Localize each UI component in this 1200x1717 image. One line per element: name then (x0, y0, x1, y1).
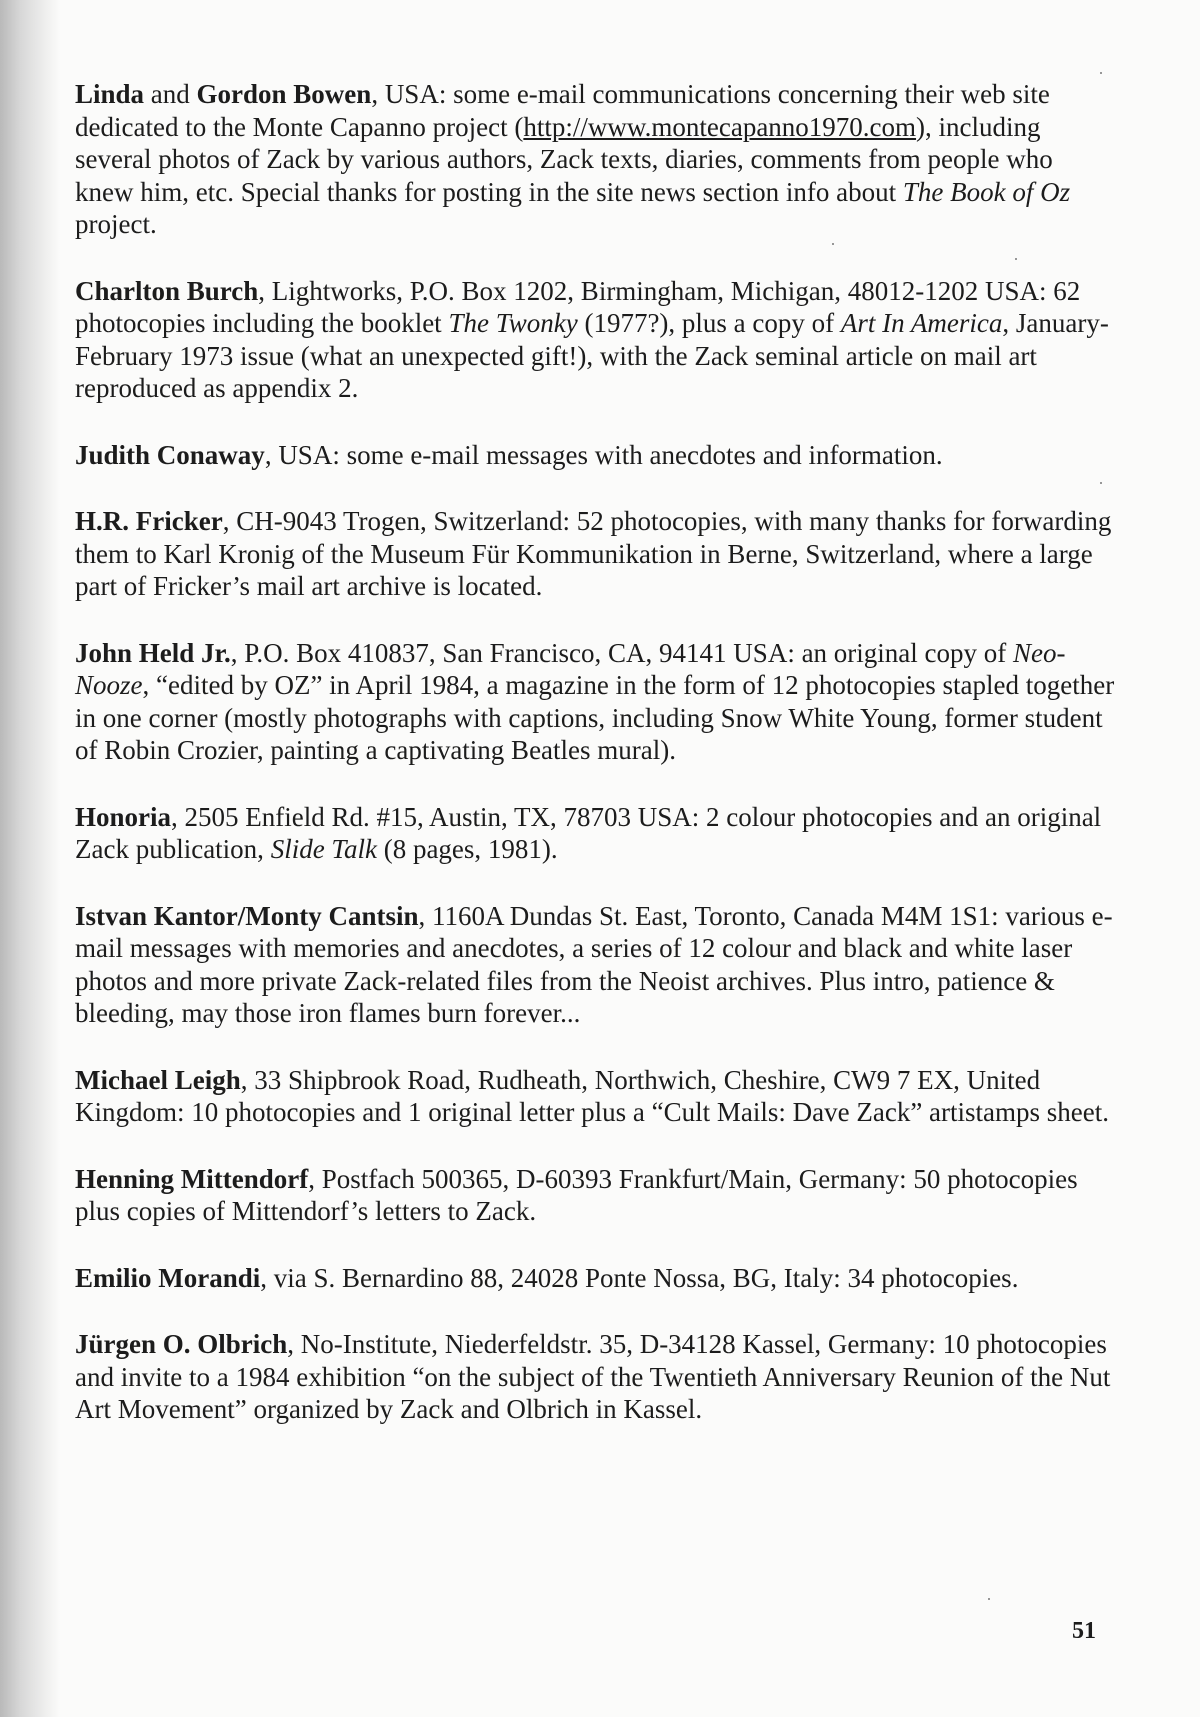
entry-text: , via S. Bernardino 88, 24028 Ponte Nossa, BG, Italy: 34 photocopies. (260, 1262, 1019, 1293)
acknowledgements-list (75, 78, 1115, 1460)
entry-text: (1977?), plus a copy of (577, 308, 841, 338)
scan-speck (988, 1598, 990, 1600)
page-number: 51 (1072, 1618, 1096, 1644)
website-link[interactable]: http://www.montecapanno1970.com (523, 111, 917, 142)
scan-speck (1100, 72, 1102, 74)
entry-name: Charlton Burch (75, 275, 259, 306)
entry-text: (8 pages, 1981). (376, 834, 558, 864)
entry-title: Art In America (840, 308, 1003, 338)
entry-olbrich (75, 1328, 1115, 1426)
entry-title: The Book of Oz (902, 176, 1071, 207)
entry-text: , USA: some e-mail messages with anecdotes and information. (264, 439, 943, 470)
entry-conaway (75, 439, 1115, 472)
page-edge-shadow (0, 0, 60, 1717)
entry-held (75, 637, 1115, 767)
entry-name: Honoria (75, 801, 172, 832)
entry-name: H.R. Fricker (75, 506, 223, 536)
entry-text: ), including several photos of Zack by various authors, Zack texts, diaries, comments from people who knew him, etc. Special thanks for posting in the site news section info about (75, 111, 1053, 207)
entry-title: The Twonky (448, 308, 578, 338)
entry-text: , Postfach 500365, D-60393 Frankfurt/Main, Germany: 50 photocopies plus copies of Mittendorf’s letters to Zack. (75, 1163, 1078, 1226)
entry-name: Jürgen O. Olbrich (75, 1329, 288, 1359)
entry-text: , CH-9043 Trogen, Switzerland: 52 photocopies, with many thanks for forwarding them to Karl Kronig of the Museum Für Kommunikation in Berne, Switzerland, where a large part of Fricker’s mail art archive is located. (75, 506, 1112, 601)
entry-name: Gordon Bowen (196, 79, 372, 109)
entry-title: Slide Talk (270, 834, 377, 864)
entry-text: , 1160A Dundas St. East, Toronto, Canada M4M 1S1: various e-mail messages with memories and anecdotes, a series of 12 colour and black and white laser photos and more private Zack-related files from the Neoist archives. Plus intro, patience & bleeding, may those iron flames burn forever... (75, 900, 1113, 1028)
entry-text: , January-February 1973 issue (what an unexpected gift!), with the Zack seminal article on mail art reproduced as appendix 2. (75, 308, 1109, 403)
entry-name: Istvan Kantor/Monty Cantsin (75, 900, 419, 931)
scan-speck (1015, 258, 1017, 260)
entry-name: Henning Mittendorf (75, 1163, 309, 1194)
entry-morandi (75, 1262, 1115, 1295)
entry-honoria (75, 801, 1115, 866)
entry-kantor (75, 900, 1115, 1030)
entry-leigh (75, 1064, 1115, 1129)
entry-name: Emilio Morandi (75, 1262, 261, 1293)
entry-text: project. (75, 209, 157, 239)
entry-name: Linda (75, 79, 145, 109)
entry-mittendorf (75, 1163, 1115, 1228)
scan-speck (1100, 482, 1102, 484)
entry-burch (75, 275, 1115, 405)
entry-title: Neo-Nooze (75, 637, 1066, 700)
entry-name: Michael Leigh (75, 1064, 241, 1095)
scan-speck (832, 243, 834, 245)
entry-text: , 2505 Enfield Rd. #15, Austin, TX, 78703 USA: 2 colour photocopies and an original Zack publication, (75, 801, 1102, 864)
entry-text: , Lightworks, P.O. Box 1202, Birmingham, Michigan, 48012-1202 USA: 62 photocopies including the booklet (75, 275, 1081, 338)
entry-text: , USA: some e-mail communications concerning their web site dedicated to the Monte Capanno project ( (75, 79, 1050, 142)
entry-name: Judith Conaway (75, 439, 265, 470)
entry-text: , No-Institute, Niederfeldstr. 35, D-34128 Kassel, Germany: 10 photocopies and invite to a 1984 exhibition “on the subject of the Twentieth Anniversary Reunion of the Nut Art Movement” organized by Zack and Olbrich in Kassel. (75, 1329, 1111, 1424)
entry-bowen (75, 78, 1115, 241)
entry-fricker (75, 505, 1115, 603)
entry-text: , “edited by OZ” in April 1984, a magazine in the form of 12 photocopies stapled together in one corner (mostly photographs with captions, including Snow White Young, former student of Robin Crozier, painting a captivating Beatles mural). (75, 670, 1115, 765)
entry-text: , 33 Shipbrook Road, Rudheath, Northwich, Cheshire, CW9 7 EX, United Kingdom: 10 photocopies and 1 original letter plus a “Cult Mails: Dave Zack” artistamps sheet. (75, 1064, 1110, 1127)
entry-text: and (144, 79, 197, 109)
entry-text: , P.O. Box 410837, San Francisco, CA, 94141 USA: an original copy of (230, 637, 1014, 668)
entry-name: John Held Jr. (75, 637, 231, 668)
